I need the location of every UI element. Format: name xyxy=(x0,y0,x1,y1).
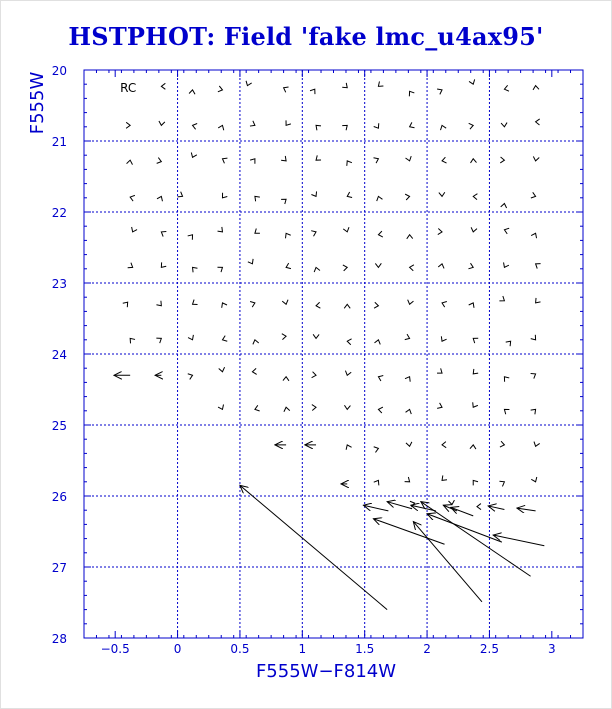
grid xyxy=(84,70,583,638)
arrow-marker xyxy=(347,339,351,345)
arrow-marker xyxy=(312,405,316,411)
arrow-marker xyxy=(531,477,537,482)
arrow-marker xyxy=(252,368,256,374)
arrow-marker xyxy=(534,442,540,447)
arrow-marker xyxy=(346,445,351,450)
arrow-line xyxy=(451,507,473,516)
arrow-marker xyxy=(222,193,227,198)
arrow-marker xyxy=(504,262,509,267)
arrow-marker xyxy=(344,405,350,409)
arrow-marker xyxy=(218,86,223,92)
arrow-marker xyxy=(473,369,478,374)
y-tick-label: 27 xyxy=(51,561,67,575)
arrow-marker xyxy=(374,447,379,453)
arrow-marker xyxy=(501,123,507,127)
arrow-marker xyxy=(437,368,442,373)
arrow-marker xyxy=(471,227,477,232)
arrow-marker xyxy=(161,231,166,236)
arrow-marker xyxy=(533,86,539,90)
arrow-line xyxy=(517,508,536,511)
arrow-marker xyxy=(126,122,130,128)
arrow-marker xyxy=(248,259,253,264)
arrow-line xyxy=(363,505,388,511)
arrow-marker xyxy=(442,157,446,163)
arrow-marker xyxy=(188,374,193,380)
arrow-marker xyxy=(161,83,165,89)
arrow-marker xyxy=(468,263,473,269)
arrow-marker xyxy=(281,156,286,161)
arrow-marker xyxy=(255,228,260,233)
arrow-marker xyxy=(282,300,288,305)
arrow-marker xyxy=(250,302,255,308)
arrow-marker xyxy=(128,263,133,268)
arrow-marker xyxy=(130,338,135,343)
arrow-marker xyxy=(440,125,446,130)
arrow-marker xyxy=(439,192,445,196)
arrow-marker xyxy=(344,304,350,308)
x-tick-label: 2.5 xyxy=(479,642,499,656)
arrow-marker xyxy=(477,504,481,510)
y-tick-label: 26 xyxy=(51,490,67,504)
arrow-marker xyxy=(374,480,379,485)
arrow-marker xyxy=(246,81,252,86)
arrow-marker xyxy=(342,83,347,88)
arrow-marker xyxy=(178,192,183,197)
arrow-marker xyxy=(255,196,260,201)
arrow-marker xyxy=(159,121,165,125)
arrow-marker xyxy=(470,445,476,449)
arrow-line xyxy=(427,514,502,542)
arrow-marker xyxy=(188,235,193,240)
arrow-marker xyxy=(409,91,414,96)
arrow-marker xyxy=(499,296,504,301)
arrow-marker xyxy=(188,335,193,340)
arrow-marker xyxy=(536,298,541,303)
arrow-marker xyxy=(410,265,414,271)
arrow-marker xyxy=(406,409,412,414)
x-axis-label: F555W−F814W xyxy=(255,661,397,682)
arrow-marker xyxy=(408,300,414,305)
x-tick-label: 3 xyxy=(547,642,556,656)
arrow-marker xyxy=(310,89,315,94)
arrow-marker xyxy=(316,155,321,160)
arrow-marker xyxy=(253,340,259,345)
x-tick-label: 1 xyxy=(298,642,307,656)
arrow-marker xyxy=(407,235,413,239)
arrow-marker xyxy=(161,262,166,267)
arrow-marker xyxy=(286,120,291,125)
x-tick-label: 0.5 xyxy=(230,642,250,656)
y-tick-label: 22 xyxy=(51,206,67,220)
arrow-marker xyxy=(217,267,222,272)
arrow-marker xyxy=(282,334,286,340)
arrow-marker xyxy=(286,263,291,269)
arrow-marker xyxy=(222,336,227,342)
arrow-line xyxy=(443,505,457,511)
arrow-marker xyxy=(156,338,161,343)
arrow-marker xyxy=(442,442,446,448)
arrow-marker xyxy=(342,125,347,130)
arrow-marker xyxy=(405,334,410,340)
arrow-marker xyxy=(500,441,504,447)
arrow-marker xyxy=(437,403,442,408)
arrow-marker xyxy=(437,89,442,94)
arrow-marker xyxy=(123,302,128,307)
arrow-marker xyxy=(536,119,540,125)
arrow-marker xyxy=(504,85,509,91)
arrows xyxy=(114,79,544,609)
arrow-marker xyxy=(504,228,509,234)
arrow-marker xyxy=(222,158,227,163)
arrow-marker xyxy=(374,302,378,308)
arrow-marker xyxy=(316,125,321,130)
arrow-marker xyxy=(375,263,381,267)
arrow-marker xyxy=(343,265,347,271)
arrow-marker xyxy=(218,404,223,409)
arrow-marker xyxy=(378,81,383,86)
arrow-marker xyxy=(405,377,410,382)
arrow-marker xyxy=(405,194,409,200)
arrow-marker xyxy=(156,301,161,306)
arrow-marker xyxy=(132,227,137,232)
arrow-line xyxy=(411,505,436,511)
arrow-marker xyxy=(531,409,536,414)
arrow-marker xyxy=(250,121,255,126)
arrow-marker xyxy=(469,123,474,129)
arrow-marker xyxy=(281,199,286,204)
annotation-rc: RC xyxy=(120,80,137,95)
arrow-marker xyxy=(193,267,198,272)
arrow-marker xyxy=(255,405,260,411)
arrow-marker xyxy=(442,302,447,308)
x-tick-label: −0.5 xyxy=(100,642,130,656)
x-tick-label: 1.5 xyxy=(355,642,375,656)
arrow-marker xyxy=(377,196,383,201)
arrow-marker xyxy=(157,158,162,164)
arrow-marker xyxy=(189,90,195,94)
arrow-marker xyxy=(536,264,541,269)
arrow-marker xyxy=(531,373,536,378)
y-tick-label: 25 xyxy=(51,419,67,433)
arrow-marker xyxy=(441,336,446,341)
arrow-marker xyxy=(406,156,412,161)
arrow-marker xyxy=(499,481,504,486)
arrow-line xyxy=(413,522,482,602)
y-axis-label: F555W xyxy=(27,71,48,135)
arrow-marker xyxy=(193,300,198,305)
arrow-marker xyxy=(378,231,382,237)
arrow-marker xyxy=(469,79,475,84)
arrow-marker xyxy=(191,152,197,157)
arrow-marker xyxy=(193,124,198,130)
arrow-marker xyxy=(347,192,352,197)
arrow-line xyxy=(373,519,444,545)
arrow-marker xyxy=(531,233,536,238)
arrow-marker xyxy=(442,475,447,480)
arrow-marker xyxy=(471,159,477,163)
arrow-marker xyxy=(218,227,223,232)
arrow-marker xyxy=(347,161,352,166)
y-tick-label: 23 xyxy=(51,277,67,291)
arrow-marker xyxy=(506,341,511,346)
arrow-marker xyxy=(500,157,504,163)
arrow-marker xyxy=(378,376,383,382)
arrow-marker xyxy=(531,335,536,340)
y-tick-label: 28 xyxy=(51,632,67,646)
arrow-marker xyxy=(473,402,478,407)
arrow-marker xyxy=(374,158,379,163)
arrow-marker xyxy=(438,264,444,269)
y-tick-label: 20 xyxy=(51,64,67,78)
arrow-marker xyxy=(533,156,539,160)
arrow-marker xyxy=(504,409,509,414)
arrow-marker xyxy=(219,367,225,372)
arrow-marker xyxy=(157,196,162,201)
arrow-marker xyxy=(313,334,319,338)
arrow-marker xyxy=(405,477,410,482)
arrow-marker xyxy=(345,371,351,376)
arrow-marker xyxy=(473,194,477,200)
arrow-marker xyxy=(378,407,382,413)
arrow-marker xyxy=(374,340,380,345)
arrow-marker xyxy=(127,160,133,164)
arrow-marker xyxy=(438,229,442,235)
arrow-marker xyxy=(504,377,509,382)
arrow-marker xyxy=(285,233,290,238)
arrow-marker xyxy=(284,407,290,411)
x-tick-label: 0 xyxy=(173,642,182,656)
chart-title: HSTPHOT: Field 'fake lmc_u4ax95' xyxy=(68,22,544,51)
x-tick-label: 2 xyxy=(423,642,431,656)
arrow-marker xyxy=(312,372,316,378)
arrow-marker xyxy=(283,377,289,381)
arrow-marker xyxy=(374,123,379,128)
arrow-marker xyxy=(316,302,320,308)
arrow-marker xyxy=(218,125,224,130)
arrow-marker xyxy=(284,87,289,92)
arrow-marker xyxy=(469,303,474,308)
arrow-line xyxy=(493,535,544,546)
y-tick-label: 21 xyxy=(51,135,67,149)
arrow-marker xyxy=(314,267,320,272)
arrow-marker xyxy=(473,480,478,485)
arrow-marker xyxy=(501,203,507,207)
arrow-marker xyxy=(311,191,316,196)
y-tick-label: 24 xyxy=(51,348,67,362)
arrow-marker xyxy=(222,303,227,308)
arrow-marker xyxy=(250,159,255,164)
arrow-marker xyxy=(410,122,415,127)
arrow-line xyxy=(387,502,412,509)
arrow-marker xyxy=(448,500,454,504)
arrow-marker xyxy=(311,231,316,237)
arrow-marker xyxy=(406,442,412,446)
arrow-marker xyxy=(130,195,135,201)
arrow-line xyxy=(488,506,504,510)
arrow-marker xyxy=(473,338,478,343)
arrow-marker xyxy=(343,227,349,232)
arrow-marker xyxy=(531,192,536,198)
